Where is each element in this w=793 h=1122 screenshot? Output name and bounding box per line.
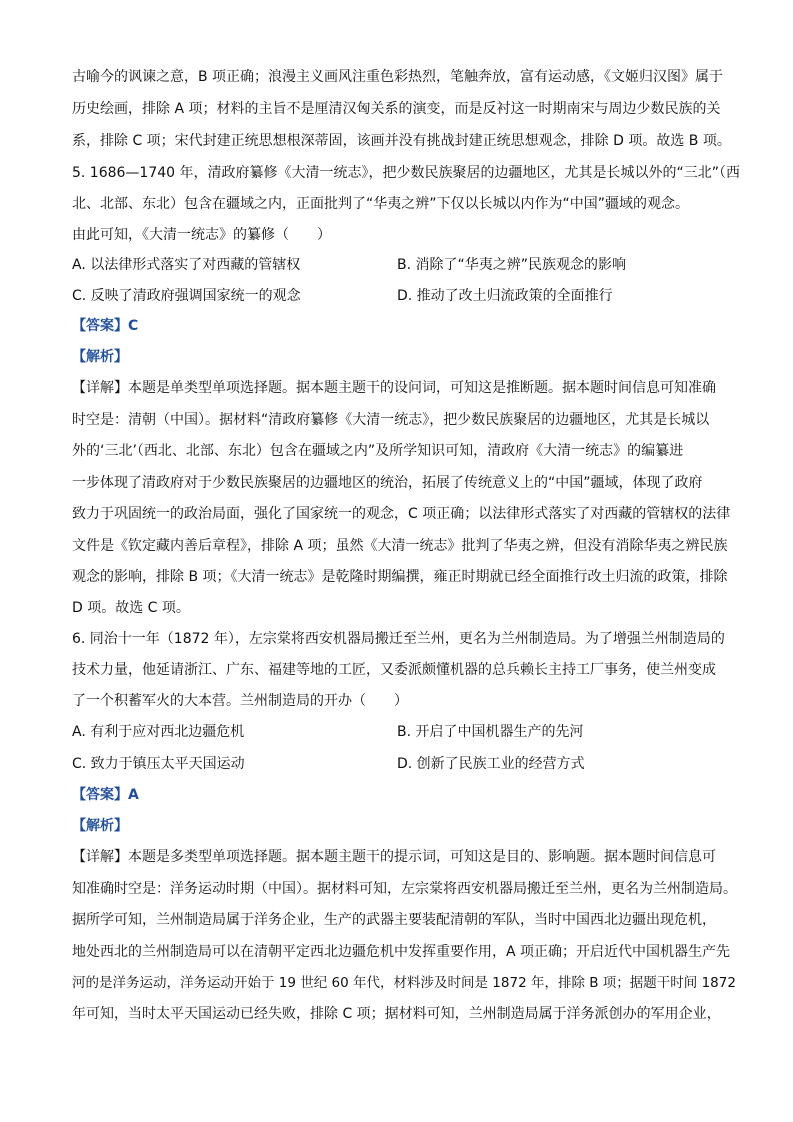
q5-explanation-line: D 项。故选 C 项。: [72, 600, 190, 616]
q5-option-c: C. 反映了清政府强调国家统一的观念: [72, 288, 301, 304]
q6-explanation-line: 知准确时空是：洋务运动时期（中国）。据材料可知，左宗棠将西安机器局搬迁至兰州，更名为兰州制造局。: [72, 881, 737, 897]
q6-option-c: C. 致力于镇压太平天国运动: [72, 756, 245, 772]
paragraph-line: 古喻今的讽谏之意，B 项正确；浪漫主义画风注重色彩热烈，笔触奔放，富有运动感，《文姬归汉图》属于: [72, 69, 724, 85]
question-5-stem: 北、北部、东北）包含在疆域之内，正面批判了“华夷之辨”下仅以长城以内作为“中国”疆域的观念。: [72, 196, 690, 212]
q6-explanation-line: 年可知，当时太平天国运动已经失败，排除 C 项；据材料可知，兰州制造局属于洋务派创办的军用企业，: [72, 1006, 721, 1022]
q5-answer: 【答案】C: [72, 318, 139, 334]
question-5-stem: 5. 1686—1740 年，清政府纂修《大清一统志》，把少数民族聚居的边疆地区，尤其是长城以外的“三北”（西: [72, 165, 741, 181]
q6-option-d: D. 创新了民族工业的经营方式: [397, 756, 585, 772]
paragraph-line: 系，排除 C 项；宋代封建正统思想根深蒂固，该画并没有挑战封建正统思想观念，排除 D 项。故选 B 项。: [72, 133, 731, 149]
q5-analysis-label: 【解析】: [72, 349, 128, 365]
q5-explanation-line: 文件是《钦定藏内善后章程》，排除 A 项；虽然《大清一统志》批判了华夷之辨，但没有消除华夷之辨民族: [72, 538, 728, 554]
q5-explanation-line: 【详解】本题是单类型单项选择题。据本题主题干的设问词，可知这是推断题。据本题时间信息可知准确: [72, 380, 716, 396]
q6-explanation-line: 地处西北的兰州制造局可以在清朝平定西北边疆危机中发挥重要作用，A 项正确；开启近代中国机器生产先: [72, 944, 731, 960]
q6-explanation-line: 【详解】本题是多类型单项选择题。据本题主题干的提示词，可知这是目的、影响题。据本题时间信息可: [72, 849, 716, 865]
question-6-stem: 6. 同治十一年（1872 年），左宗棠将西安机器局搬迁至兰州，更名为兰州制造局。为了增强兰州制造局的: [72, 631, 725, 647]
q5-explanation-line: 观念的影响，排除 B 项；《大清一统志》是乾隆时期编撰，雍正时期就已经全面推行改土归流的政策，排除: [72, 569, 728, 585]
q5-explanation-line: 一步体现了清政府对于少数民族聚居的边疆地区的统治，拓展了传统意义上的“中国”疆域，体现了政府: [72, 475, 703, 491]
q6-analysis-label: 【解析】: [72, 818, 128, 834]
question-6-stem: 了一个积蓄军火的大本营。兰州制造局的开办（ ）: [72, 693, 408, 709]
q6-explanation-line: 据所学可知，兰州制造局属于洋务企业，生产的武器主要装配清朝的军队，当时中国西北边疆出现危机，: [72, 912, 716, 928]
q5-option-b: B. 消除了“华夷之辨”民族观念的影响: [397, 257, 627, 273]
q5-option-d: D. 推动了改土归流政策的全面推行: [397, 288, 613, 304]
q6-explanation-line: 河的是洋务运动，洋务运动开始于 19 世纪 60 年代，材料涉及时间是 1872 年，排除 B 项；据题干时间 1872: [72, 975, 736, 991]
q5-explanation-line: 致力于巩固统一的政治局面，强化了国家统一的观念，C 项正确；以法律形式落实了对西藏的管辖权的法律: [72, 506, 731, 522]
q5-explanation-line: 时空是：清朝（中国）。据材料“清政府纂修《大清一统志》，把少数民族聚居的边疆地区，尤其是长城以: [72, 412, 710, 428]
q6-option-b: B. 开启了中国机器生产的先河: [397, 724, 584, 740]
q5-option-a: A. 以法律形式落实了对西藏的管辖权: [72, 257, 301, 273]
paragraph-line: 历史绘画，排除 A 项；材料的主旨不是厘清汉匈关系的演变，而是反衬这一时期南宋与周边少数民族的关: [72, 101, 721, 117]
q6-answer: 【答案】A: [72, 787, 139, 803]
question-6-stem: 技术力量，他延请浙江、广东、福建等地的工匠，又委派颇懂机器的总兵赖长主持工厂事务，使兰州变成: [72, 662, 716, 678]
q5-explanation-line: 外的‘三北’（西北、北部、东北）包含在疆域之内”及所学知识可知，清政府《大清一统志》的编纂进: [72, 443, 684, 459]
question-5-stem: 由此可知，《大清一统志》的纂修（ ）: [72, 227, 331, 243]
q6-option-a: A. 有利于应对西北边疆危机: [72, 724, 245, 740]
